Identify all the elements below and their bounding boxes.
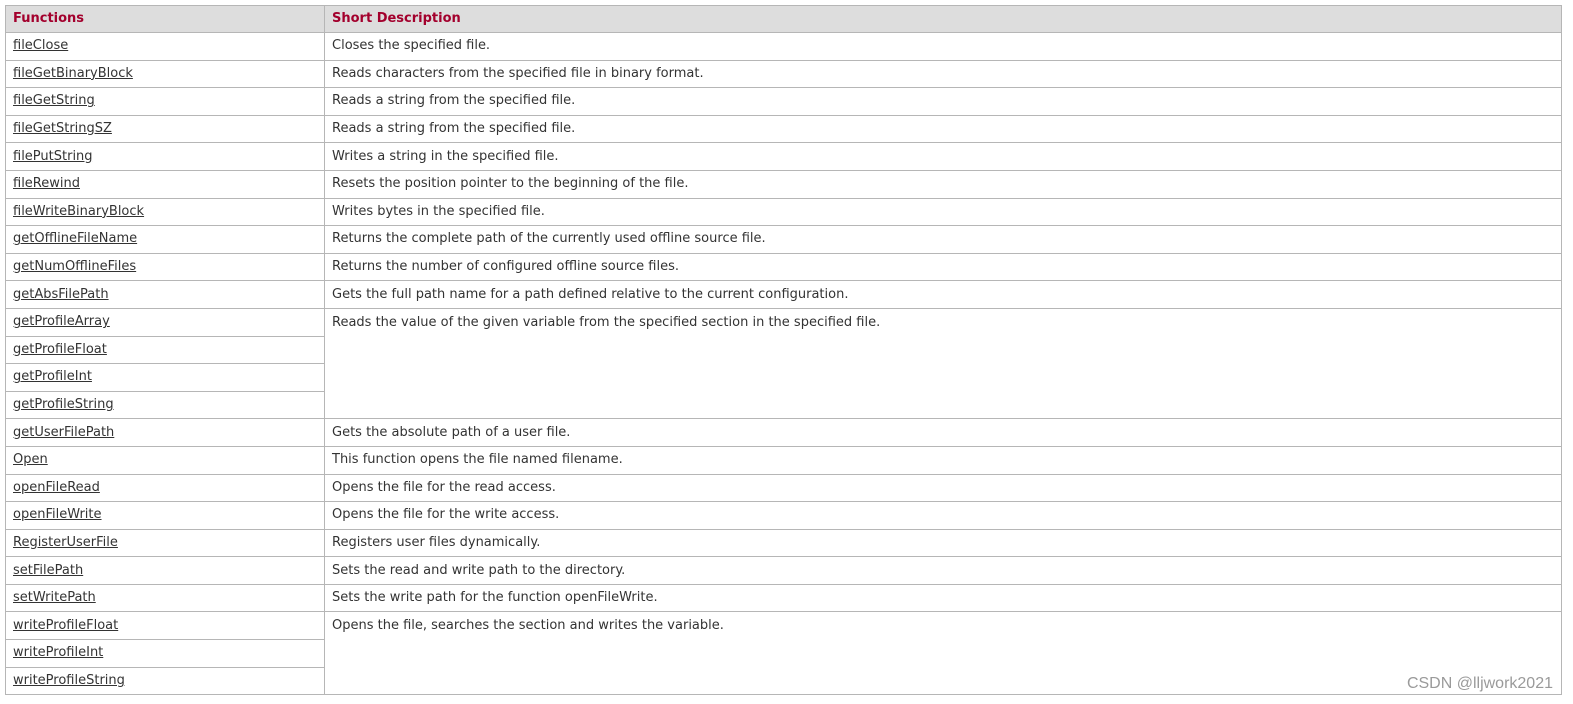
function-cell — [6, 391, 325, 419]
function-link-getOfflineFileName[interactable]: getOfflineFileName — [13, 231, 138, 247]
table-row — [6, 226, 1562, 254]
function-cell — [6, 474, 325, 502]
table-row — [6, 502, 1562, 530]
table-row — [6, 33, 1562, 61]
function-link-writeProfileInt[interactable]: writeProfileInt — [13, 645, 104, 661]
function-cell — [6, 364, 325, 392]
description-cell: Returns the number of configured offline source files. — [325, 253, 1562, 281]
table-header-row — [6, 6, 1562, 33]
function-link-setWritePath[interactable]: setWritePath — [13, 590, 96, 606]
function-link-writeProfileFloat[interactable]: writeProfileFloat — [13, 617, 119, 633]
description-cell: Writes a string in the specified file. — [325, 143, 1562, 171]
table-row — [6, 281, 1562, 309]
description-cell: Gets the full path name for a path defined relative to the current configuration. — [325, 281, 1562, 309]
functions-table — [5, 5, 1562, 695]
function-link-getUserFilePath[interactable]: getUserFilePath — [13, 424, 115, 440]
function-cell — [6, 198, 325, 226]
function-link-filePutString[interactable]: filePutString — [13, 148, 93, 164]
table-row — [6, 446, 1562, 474]
table-row — [6, 88, 1562, 116]
description-cell: Sets the write path for the function openFileWrite. — [325, 584, 1562, 612]
function-cell — [6, 419, 325, 447]
table-row — [6, 170, 1562, 198]
functions-column-header: Functions — [6, 6, 325, 33]
table-row — [6, 143, 1562, 171]
description-cell: Reads the value of the given variable from the specified section in the specified file. — [325, 308, 1562, 418]
table-row — [6, 115, 1562, 143]
description-cell: Reads characters from the specified file in binary format. — [325, 60, 1562, 88]
table-row — [6, 584, 1562, 612]
function-link-fileGetString[interactable]: fileGetString — [13, 93, 95, 109]
function-cell — [6, 253, 325, 281]
function-cell — [6, 281, 325, 309]
description-cell: Closes the specified file. — [325, 33, 1562, 61]
function-link-getAbsFilePath[interactable]: getAbsFilePath — [13, 286, 109, 302]
function-cell — [6, 640, 325, 668]
description-cell: Writes bytes in the specified file. — [325, 198, 1562, 226]
table-row — [6, 253, 1562, 281]
function-cell — [6, 502, 325, 530]
description-cell: Reads a string from the specified file. — [325, 88, 1562, 116]
table-row — [6, 198, 1562, 226]
function-cell — [6, 667, 325, 695]
function-link-getProfileString[interactable]: getProfileString — [13, 397, 114, 413]
description-cell: Gets the absolute path of a user file. — [325, 419, 1562, 447]
function-cell — [6, 143, 325, 171]
function-link-Open[interactable]: Open — [13, 452, 48, 468]
function-link-getProfileArray[interactable]: getProfileArray — [13, 314, 110, 330]
function-cell — [6, 336, 325, 364]
function-cell — [6, 170, 325, 198]
description-cell: Sets the read and write path to the directory. — [325, 557, 1562, 585]
function-link-fileRewind[interactable]: fileRewind — [13, 176, 80, 192]
description-cell: Opens the file for the read access. — [325, 474, 1562, 502]
function-cell — [6, 33, 325, 61]
table-row — [6, 474, 1562, 502]
table-row — [6, 308, 1562, 336]
table-row — [6, 529, 1562, 557]
description-column-header: Short Description — [325, 6, 1562, 33]
function-link-getProfileInt[interactable]: getProfileInt — [13, 369, 92, 385]
function-link-fileGetStringSZ[interactable]: fileGetStringSZ — [13, 121, 112, 137]
function-cell — [6, 529, 325, 557]
description-cell: Returns the complete path of the currently used offline source file. — [325, 226, 1562, 254]
function-cell — [6, 88, 325, 116]
function-cell — [6, 60, 325, 88]
function-cell — [6, 557, 325, 585]
description-cell: Registers user files dynamically. — [325, 529, 1562, 557]
function-cell — [6, 446, 325, 474]
function-link-setFilePath[interactable]: setFilePath — [13, 562, 84, 578]
table-row — [6, 419, 1562, 447]
function-cell — [6, 308, 325, 336]
function-link-fileClose[interactable]: fileClose — [13, 38, 69, 54]
function-link-fileWriteBinaryBlock[interactable]: fileWriteBinaryBlock — [13, 203, 145, 219]
function-link-getProfileFloat[interactable]: getProfileFloat — [13, 341, 107, 357]
table-row — [6, 612, 1562, 640]
function-cell — [6, 612, 325, 640]
function-cell — [6, 226, 325, 254]
watermark: CSDN @lljwork2021 — [1406, 675, 1553, 692]
table-row — [6, 557, 1562, 585]
function-link-RegisterUserFile[interactable]: RegisterUserFile — [13, 534, 118, 550]
function-link-writeProfileString[interactable]: writeProfileString — [13, 672, 125, 688]
table-row — [6, 60, 1562, 88]
function-cell — [6, 584, 325, 612]
function-link-fileGetBinaryBlock[interactable]: fileGetBinaryBlock — [13, 65, 133, 81]
function-link-openFileRead[interactable]: openFileRead — [13, 479, 100, 495]
function-cell — [6, 115, 325, 143]
description-cell: Resets the position pointer to the beginning of the file. — [325, 170, 1562, 198]
description-cell: Opens the file for the write access. — [325, 502, 1562, 530]
function-link-getNumOfflineFiles[interactable]: getNumOfflineFiles — [13, 259, 137, 275]
function-link-openFileWrite[interactable]: openFileWrite — [13, 507, 102, 523]
description-cell: This function opens the file named filename. — [325, 446, 1562, 474]
description-cell: Opens the file, searches the section and writes the variable. — [325, 612, 1562, 695]
description-cell: Reads a string from the specified file. — [325, 115, 1562, 143]
